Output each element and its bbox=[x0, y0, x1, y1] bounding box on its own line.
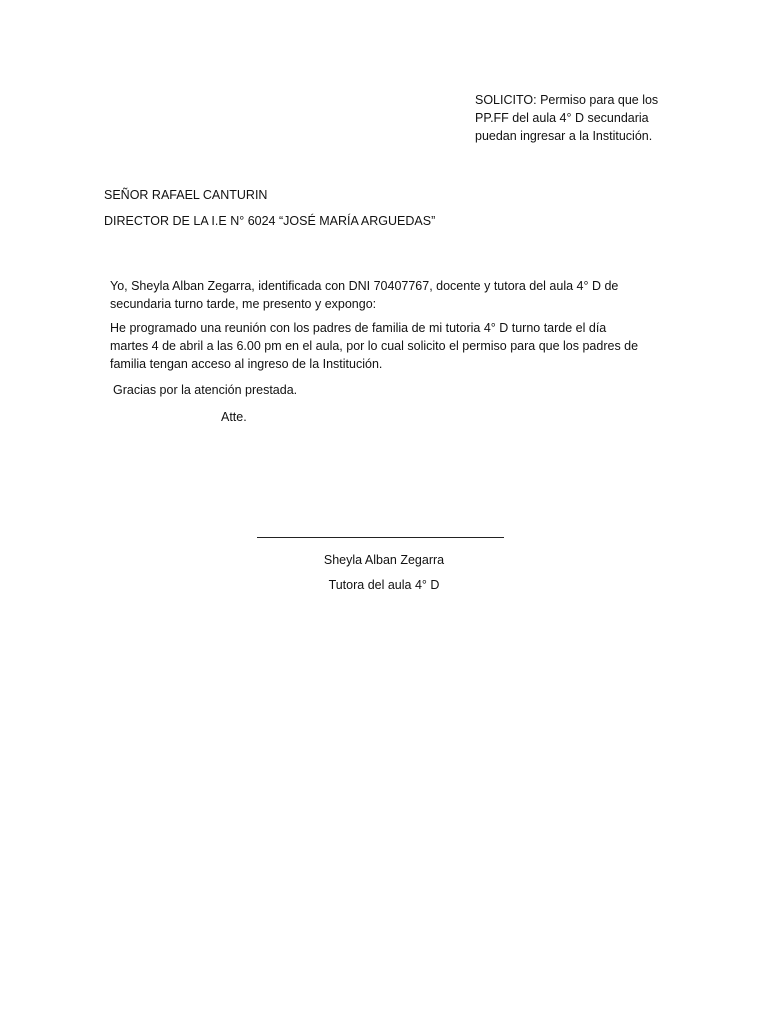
request-line-3: familia tengan acceso al ingreso de la Institución. bbox=[110, 357, 383, 371]
addressee-position: DIRECTOR DE LA I.E N° 6024 “JOSÉ MARÍA ARGUEDAS” bbox=[104, 214, 436, 228]
subject-block bbox=[475, 91, 735, 145]
request-paragraph bbox=[110, 319, 670, 373]
signature-title: Tutora del aula 4° D bbox=[328, 578, 440, 592]
request-line-1: He programado una reunión con los padres de familia de mi tutoria 4° D turno tarde el día bbox=[110, 321, 607, 335]
addressee-block bbox=[104, 186, 664, 230]
subject-line-2: PP.FF del aula 4° D secundaria bbox=[475, 111, 649, 125]
subject-line-3: puedan ingresar a la Institución. bbox=[475, 129, 653, 143]
intro-line-2: secundaria turno tarde, me presento y expongo: bbox=[110, 297, 377, 311]
thanks-paragraph: Gracias por la atención prestada. bbox=[113, 383, 298, 397]
closing-text: Atte. bbox=[221, 410, 247, 424]
signature-line bbox=[257, 537, 504, 538]
signature-name: Sheyla Alban Zegarra bbox=[323, 553, 445, 567]
subject-line-1: SOLICITO: Permiso para que los bbox=[475, 93, 659, 107]
intro-line-1: Yo, Sheyla Alban Zegarra, identificada con DNI 70407767, docente y tutora del aula 4° D de bbox=[110, 279, 619, 293]
intro-paragraph bbox=[110, 277, 670, 313]
request-line-2: martes 4 de abril a las 6.00 pm en el aula, por lo cual solicito el permiso para que los padres de bbox=[110, 339, 639, 353]
letter-body bbox=[110, 277, 670, 426]
addressee-name: SEÑOR RAFAEL CANTURIN bbox=[104, 188, 268, 202]
